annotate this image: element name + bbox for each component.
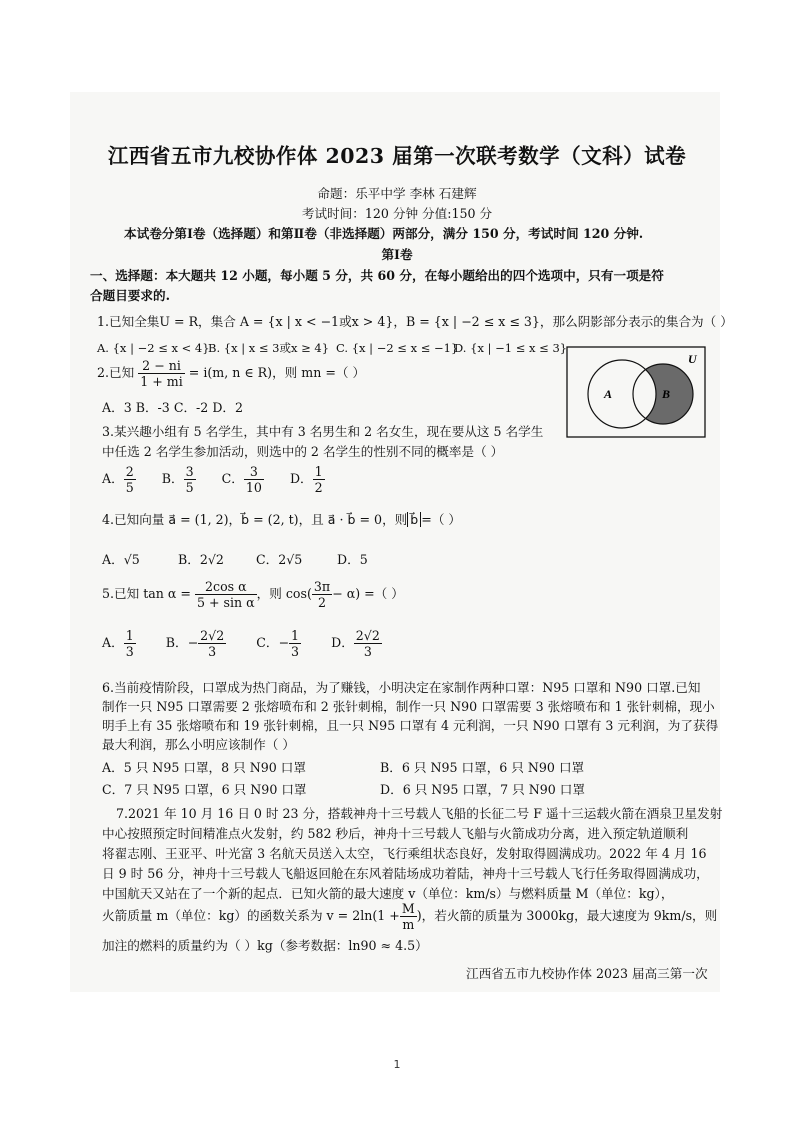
q5-fraction bbox=[195, 579, 257, 610]
q6-option-c: C．7 只 N95 口罩，6 只 N90 口罩 bbox=[102, 782, 307, 797]
q5-option-b bbox=[165, 628, 226, 659]
authors: 命题：乐平中学 李林 石建辉 bbox=[317, 186, 477, 201]
q4-stem-post: =（ ） bbox=[421, 512, 462, 527]
q7-fraction bbox=[400, 901, 417, 932]
q5-den2: 2 bbox=[318, 595, 327, 610]
q7-line4: 日 9 时 56 分，神舟十三号载人飞船返回舱在东风着陆场成功着陆，神舟十三号载人飞行任务取得圆满成功， bbox=[102, 866, 709, 881]
q2-denominator: 1 + mi bbox=[140, 374, 183, 389]
q5-option-d-label: D． bbox=[331, 635, 354, 650]
venn-label-b: B bbox=[662, 387, 671, 401]
q6-line4: 最大利润，那么小明应该制作（ ） bbox=[102, 737, 295, 752]
q3-options bbox=[102, 462, 325, 496]
q3-a-den: 5 bbox=[125, 480, 134, 495]
q5-fraction-2 bbox=[312, 579, 332, 610]
q4-option-a: A．√5 bbox=[102, 552, 140, 567]
running-head: 江西省五市九校协作体 2023 届高三第一次 bbox=[466, 966, 708, 981]
q5-option-d bbox=[331, 628, 382, 659]
q3-d-den: 2 bbox=[314, 480, 323, 495]
q5-d-den: 3 bbox=[363, 644, 372, 659]
q5-pre: 5.已知 tan α = bbox=[102, 586, 191, 601]
q4-abs: b⃗ bbox=[407, 512, 421, 527]
q5-post: − α) =（ ） bbox=[332, 586, 404, 601]
section-heading-line2: 合题目要求的. bbox=[90, 288, 170, 303]
q6-option-b: B．6 只 N95 口罩，6 只 N90 口罩 bbox=[380, 760, 585, 775]
q7-line2: 中心按照预定时间精准点火发射，约 582 秒后，神舟十三号载人飞船与火箭成功分离，进入预定轨道顺利 bbox=[102, 826, 689, 841]
q4-option-c: C．2√5 bbox=[256, 552, 303, 567]
q3-a-num: 2 bbox=[125, 464, 134, 479]
q5-num2: 3π bbox=[313, 579, 331, 594]
q5-option-a-label: A． bbox=[102, 635, 124, 650]
q3-b-num: 3 bbox=[185, 464, 194, 479]
q1-option-c: C. {x | −2 ≤ x ≤ −1} bbox=[336, 341, 459, 355]
q6-option-d: D．6 只 N95 口罩，7 只 N90 口罩 bbox=[380, 782, 585, 797]
q3-b-den: 5 bbox=[185, 480, 194, 495]
q5-numerator: 2cos α bbox=[195, 579, 257, 595]
q7-line6-post: )，若火箭的质量为 3000kg，最大速度为 9km/s，则 bbox=[416, 908, 718, 923]
q3-c-num: 3 bbox=[244, 464, 264, 480]
q3-option-d-label: D． bbox=[289, 471, 313, 486]
q5-a-num: 1 bbox=[125, 628, 134, 643]
volume-heading: 第Ⅰ卷 bbox=[381, 247, 413, 262]
q4-option-d: D．5 bbox=[337, 552, 368, 567]
q3-option-b bbox=[161, 464, 196, 495]
q4-stem bbox=[102, 512, 461, 528]
q4-stem-pre: 4.已知向量 a⃗ = (1, 2)，b⃗ = (2, t)，且 a⃗ · b⃗ = 0，则 bbox=[102, 512, 408, 527]
q3-c-den: 10 bbox=[245, 480, 262, 495]
q7-line7: 加注的燃料的质量约为（ ）kg（参考数据：ln90 ≈ 4.5） bbox=[102, 938, 428, 953]
q4-option-b: B．2√2 bbox=[178, 552, 224, 567]
q1-option-a: A. {x | −2 ≤ x < 4} bbox=[97, 341, 210, 355]
page-number: 1 bbox=[393, 1058, 401, 1071]
q7-line6 bbox=[102, 897, 717, 935]
q7-line1: 7.2021 年 10 月 16 日 0 时 23 分，搭载神舟十三号载人飞船的长征二号 F 遥十三运载火箭在酒泉卫星发射 bbox=[116, 806, 723, 821]
q7-numerator: M bbox=[401, 901, 415, 916]
q1-option-b: B. {x | x ≤ 3或x ≥ 4} bbox=[208, 341, 330, 355]
q5-b-den: 3 bbox=[208, 644, 217, 659]
q1-stem: 1.已知全集U = R，集合 A = {x | x < −1或x > 4}，B = {x | −2 ≤ x ≤ 3}，那么阴影部分表示的集合为（ ） bbox=[97, 314, 733, 329]
q5-c-num: 1 bbox=[291, 628, 300, 643]
exam-intro: 本试卷分第Ⅰ卷（选择题）和第Ⅱ卷（非选择题）两部分，满分 150 分，考试时间 120 分钟. bbox=[124, 226, 644, 241]
q3-option-a bbox=[102, 464, 136, 495]
q3-option-c-label: C． bbox=[221, 471, 244, 486]
q2-pre: 2.已知 bbox=[97, 365, 135, 380]
q2-fraction bbox=[138, 358, 185, 389]
q3-d-num: 1 bbox=[314, 464, 323, 479]
q5-denominator: 5 + sin α bbox=[196, 595, 255, 610]
q5-b-num: 2√2 bbox=[200, 628, 225, 643]
q6-line3: 明手上有 35 张熔喷布和 19 张针刺棉，且一只 N95 口罩有 4 元利润，一只 N90 口罩有 3 元利润，为了获得 bbox=[102, 718, 719, 733]
venn-label-u: U bbox=[688, 352, 697, 366]
q2-options: A．3 B．-3 C．-2 D．2 bbox=[102, 400, 244, 415]
q1-option-d: D. {x | −1 ≤ x ≤ 3} bbox=[454, 341, 568, 355]
section-heading-line1: 一、选择题：本大题共 12 小题，每小题 5 分，共 60 分，在每小题给出的四个选项中，只有一项是符 bbox=[90, 268, 664, 283]
q6-line2: 制作一只 N95 口罩需要 2 张熔喷布和 2 张针刺棉，制作一只 N90 口罩需要 3 张熔喷布和 1 张针刺棉，现小 bbox=[102, 699, 715, 714]
q3-option-b-label: B． bbox=[161, 471, 184, 486]
venn-label-a: A bbox=[604, 387, 613, 401]
q2-stem bbox=[97, 356, 365, 390]
q3-option-d bbox=[289, 464, 325, 495]
q5-option-a bbox=[102, 628, 136, 659]
exam-title: 江西省五市九校协作体 2023 届第一次联考数学（文科）试卷 bbox=[107, 144, 687, 168]
q5-option-c-label: C．− bbox=[256, 635, 290, 650]
exam-info: 考试时间：120 分钟 分值:150 分 bbox=[301, 206, 493, 221]
venn-diagram bbox=[566, 346, 706, 438]
q5-option-b-label: B．− bbox=[165, 635, 199, 650]
q5-mid: ，则 cos( bbox=[256, 586, 312, 601]
q5-options bbox=[102, 626, 382, 660]
q5-c-den: 3 bbox=[291, 644, 300, 659]
q5-option-c bbox=[256, 628, 301, 659]
q6-line1: 6.当前疫情阶段，口罩成为热门商品，为了赚钱，小明决定在家制作两种口罩：N95 口罩和 N90 口罩.已知 bbox=[102, 680, 701, 695]
q5-stem bbox=[102, 576, 404, 612]
q2-numerator: 2 − ni bbox=[138, 358, 185, 374]
q5-a-den: 3 bbox=[125, 644, 134, 659]
q7-denominator: m bbox=[402, 917, 415, 932]
q3-line2: 中任选 2 名学生参加活动，则选中的 2 名学生的性别不同的概率是（ ） bbox=[102, 444, 504, 459]
q7-line6-pre: 火箭质量 m（单位：kg）的函数关系为 v = 2ln(1 + bbox=[102, 908, 400, 923]
q6-option-a: A．5 只 N95 口罩，8 只 N90 口罩 bbox=[102, 760, 306, 775]
q3-option-a-label: A． bbox=[102, 471, 124, 486]
q3-option-c bbox=[221, 464, 264, 495]
q5-d-num: 2√2 bbox=[355, 628, 380, 643]
q7-line3: 将翟志刚、王亚平、叶光富 3 名航天员送入太空，飞行乘组状态良好，发射取得圆满成功。2022 年 4 月 16 bbox=[102, 846, 707, 861]
q2-post: = i(m, n ∈ R)，则 mn =（ ） bbox=[188, 365, 366, 380]
q3-line1: 3.某兴趣小组有 5 名学生，其中有 3 名男生和 2 名女生，现在要从这 5 名学生 bbox=[102, 424, 544, 439]
q7-line5: 中国航天又站在了一个新的起点．已知火箭的最大速度 v（单位：km/s）与燃料质量 M（单位：kg）， bbox=[102, 886, 674, 901]
